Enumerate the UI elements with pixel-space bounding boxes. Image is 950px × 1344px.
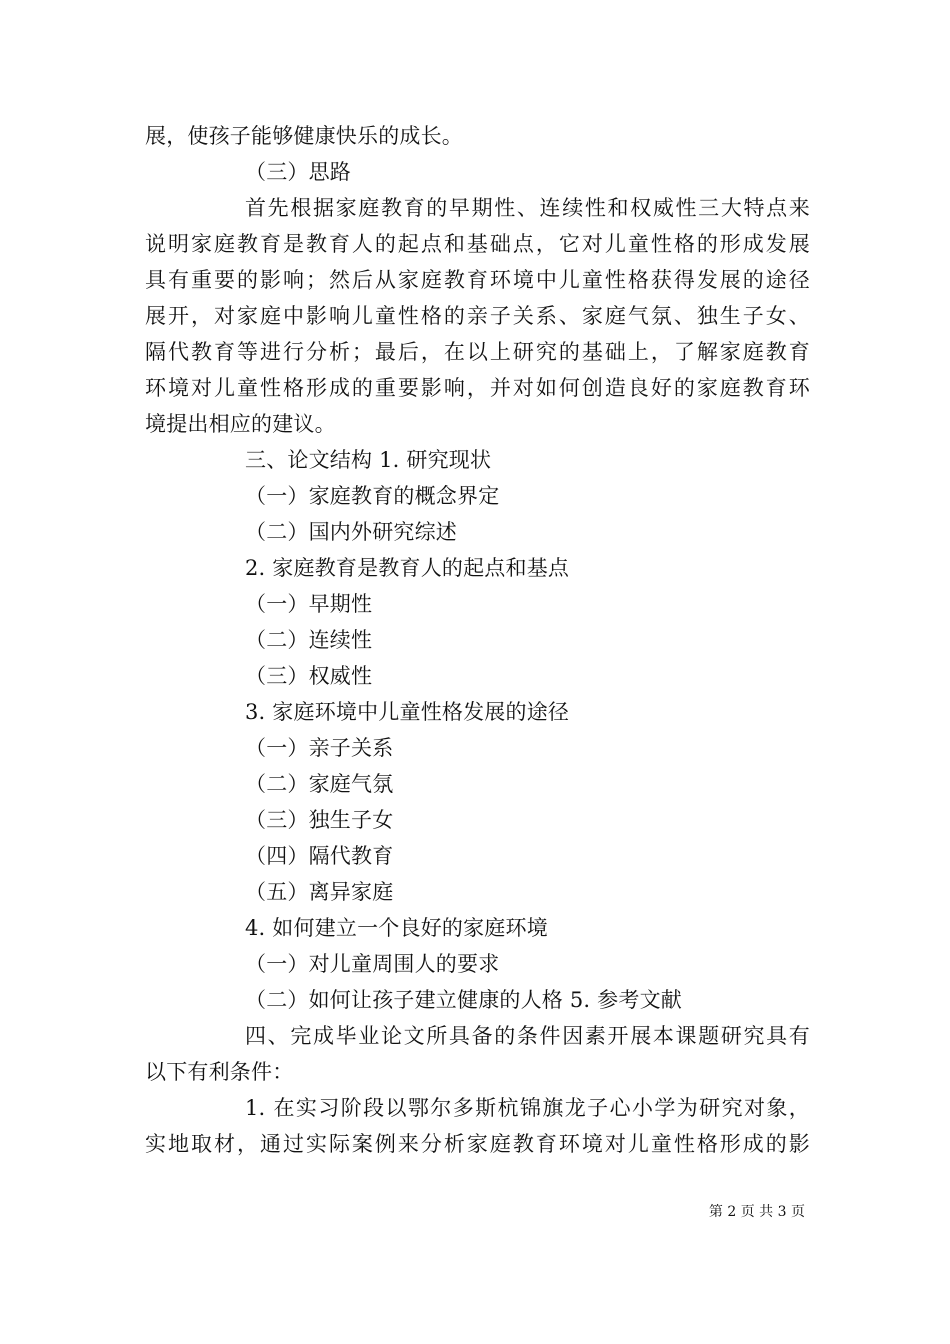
- outline-heading: 3. 家庭环境中儿童性格发展的途径: [245, 700, 570, 724]
- text-line: 展，使孩子能够健康快乐的成长。: [145, 124, 463, 148]
- outline-item: （二）家庭气氛: [245, 772, 394, 796]
- document-body: [145, 118, 810, 1162]
- outline-item: （二）国内外研究综述: [245, 520, 457, 544]
- outline-item: （四）隔代教育: [245, 844, 394, 868]
- paragraph-line: 实地取材，通过实际案例来分析家庭教育环境对儿童性格形成的影: [145, 1132, 810, 1156]
- paragraph-line: 环境对儿童性格形成的重要影响，并对如何创造良好的家庭教育环: [145, 376, 810, 400]
- outline-item: （五）离异家庭: [245, 880, 394, 904]
- section-heading: （三）思路: [245, 160, 351, 184]
- paragraph-line: 境提出相应的建议。: [145, 412, 336, 436]
- paragraph-line: 具有重要的影响；然后从家庭教育环境中儿童性格获得发展的途径: [145, 268, 810, 292]
- page-number: 第 2 页 共 3 页: [708, 1204, 805, 1220]
- outline-item: （一）对儿童周围人的要求: [245, 952, 500, 976]
- outline-item: （三）独生子女: [245, 808, 394, 832]
- outline-item: （一）家庭教育的概念界定: [245, 484, 500, 508]
- paragraph-line: 首先根据家庭教育的早期性、连续性和权威性三大特点来: [245, 196, 810, 220]
- section-heading: 四、完成毕业论文所具备的条件因素开展本课题研究具有: [245, 1024, 810, 1048]
- paragraph-line: 以下有利条件：: [145, 1060, 294, 1084]
- outline-item: （一）早期性: [245, 592, 373, 616]
- outline-item: （二）连续性: [245, 628, 373, 652]
- section-heading: 三、论文结构 1. 研究现状: [245, 448, 492, 472]
- paragraph-line: 1. 在实习阶段以鄂尔多斯杭锦旗龙子心小学为研究对象，: [245, 1096, 810, 1120]
- outline-item: （一）亲子关系: [245, 736, 394, 760]
- paragraph-line: 隔代教育等进行分析；最后，在以上研究的基础上，了解家庭教育: [145, 340, 810, 364]
- outline-heading: 2. 家庭教育是教育人的起点和基点: [245, 556, 570, 580]
- paragraph-line: 说明家庭教育是教育人的起点和基础点，它对儿童性格的形成发展: [145, 232, 810, 256]
- paragraph-line: 展开，对家庭中影响儿童性格的亲子关系、家庭气氛、独生子女、: [145, 304, 810, 328]
- outline-item: （二）如何让孩子建立健康的人格 5. 参考文献: [245, 988, 682, 1012]
- outline-heading: 4. 如何建立一个良好的家庭环境: [245, 916, 548, 940]
- outline-item: （三）权威性: [245, 664, 373, 688]
